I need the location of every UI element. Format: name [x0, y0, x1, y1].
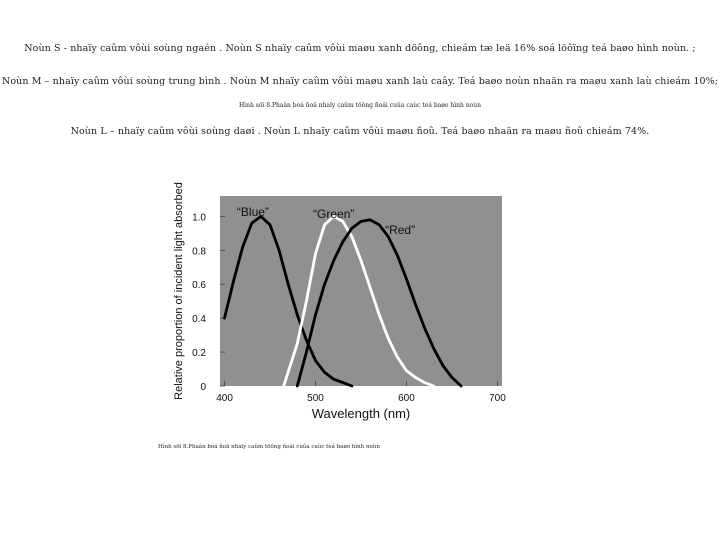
- x-tick-label: 400: [216, 393, 233, 404]
- cone-sensitivity-chart: [170, 182, 506, 426]
- text-line-s-cones: Noùn S - nhaïy caûm vôùi soùng ngaén . Noùn S nhaïy caûm vôùi maøu xanh döông, chieám tæ leä 16% soá löôïng teá baøo hình noùn. ;: [24, 43, 696, 54]
- x-tick-label: 600: [398, 393, 415, 404]
- y-tick-label: 0: [200, 382, 206, 393]
- text-line-m-cones: Noùn M – nhaïy caûm vôùi soùng trung bình . Noùn M nhaïy caûm vôùi maøu xanh laù caây. Teá baøo noùn nhaän ra maøu xanh laù chieám 10%;: [1, 76, 719, 87]
- series-label-2: “Red”: [385, 223, 416, 237]
- series-label-1: “Green”: [313, 207, 355, 221]
- y-tick-label: 1.0: [192, 212, 206, 224]
- figure-caption: Hình söï 8.Phaân boá ñoä nhaïy caûm töông ñoái cuûa caùc teá baøo hình noùn: [158, 444, 380, 450]
- y-tick-label: 0.4: [192, 314, 206, 326]
- cone-sensitivity-figure: [170, 182, 506, 426]
- plot-background: [220, 196, 502, 386]
- caption-small: Hình söï 8.Phaân boá ñoä nhaïy caûm töông ñoái cuûa caùc teá baøo hình noùn: [238, 102, 482, 109]
- x-tick-label: 500: [307, 393, 324, 404]
- y-tick-label: 0.8: [192, 246, 206, 258]
- text-line-l-cones: Noùn L – nhaïy caûm vôùi soùng daøi . Noùn L nhaïy caûm vôùi maøu ñoû. Teá baøo nhaän ra maøu ñoû chieám 74%.: [70, 126, 650, 137]
- y-axis-label: Relative proportion of incident light absorbed: [173, 182, 185, 400]
- x-axis-label: Wavelength (nm): [311, 406, 411, 421]
- y-tick-label: 0.6: [192, 280, 206, 292]
- y-tick-label: 0.2: [192, 348, 206, 360]
- x-tick-label: 700: [489, 393, 506, 404]
- series-label-0: “Blue”: [236, 205, 269, 219]
